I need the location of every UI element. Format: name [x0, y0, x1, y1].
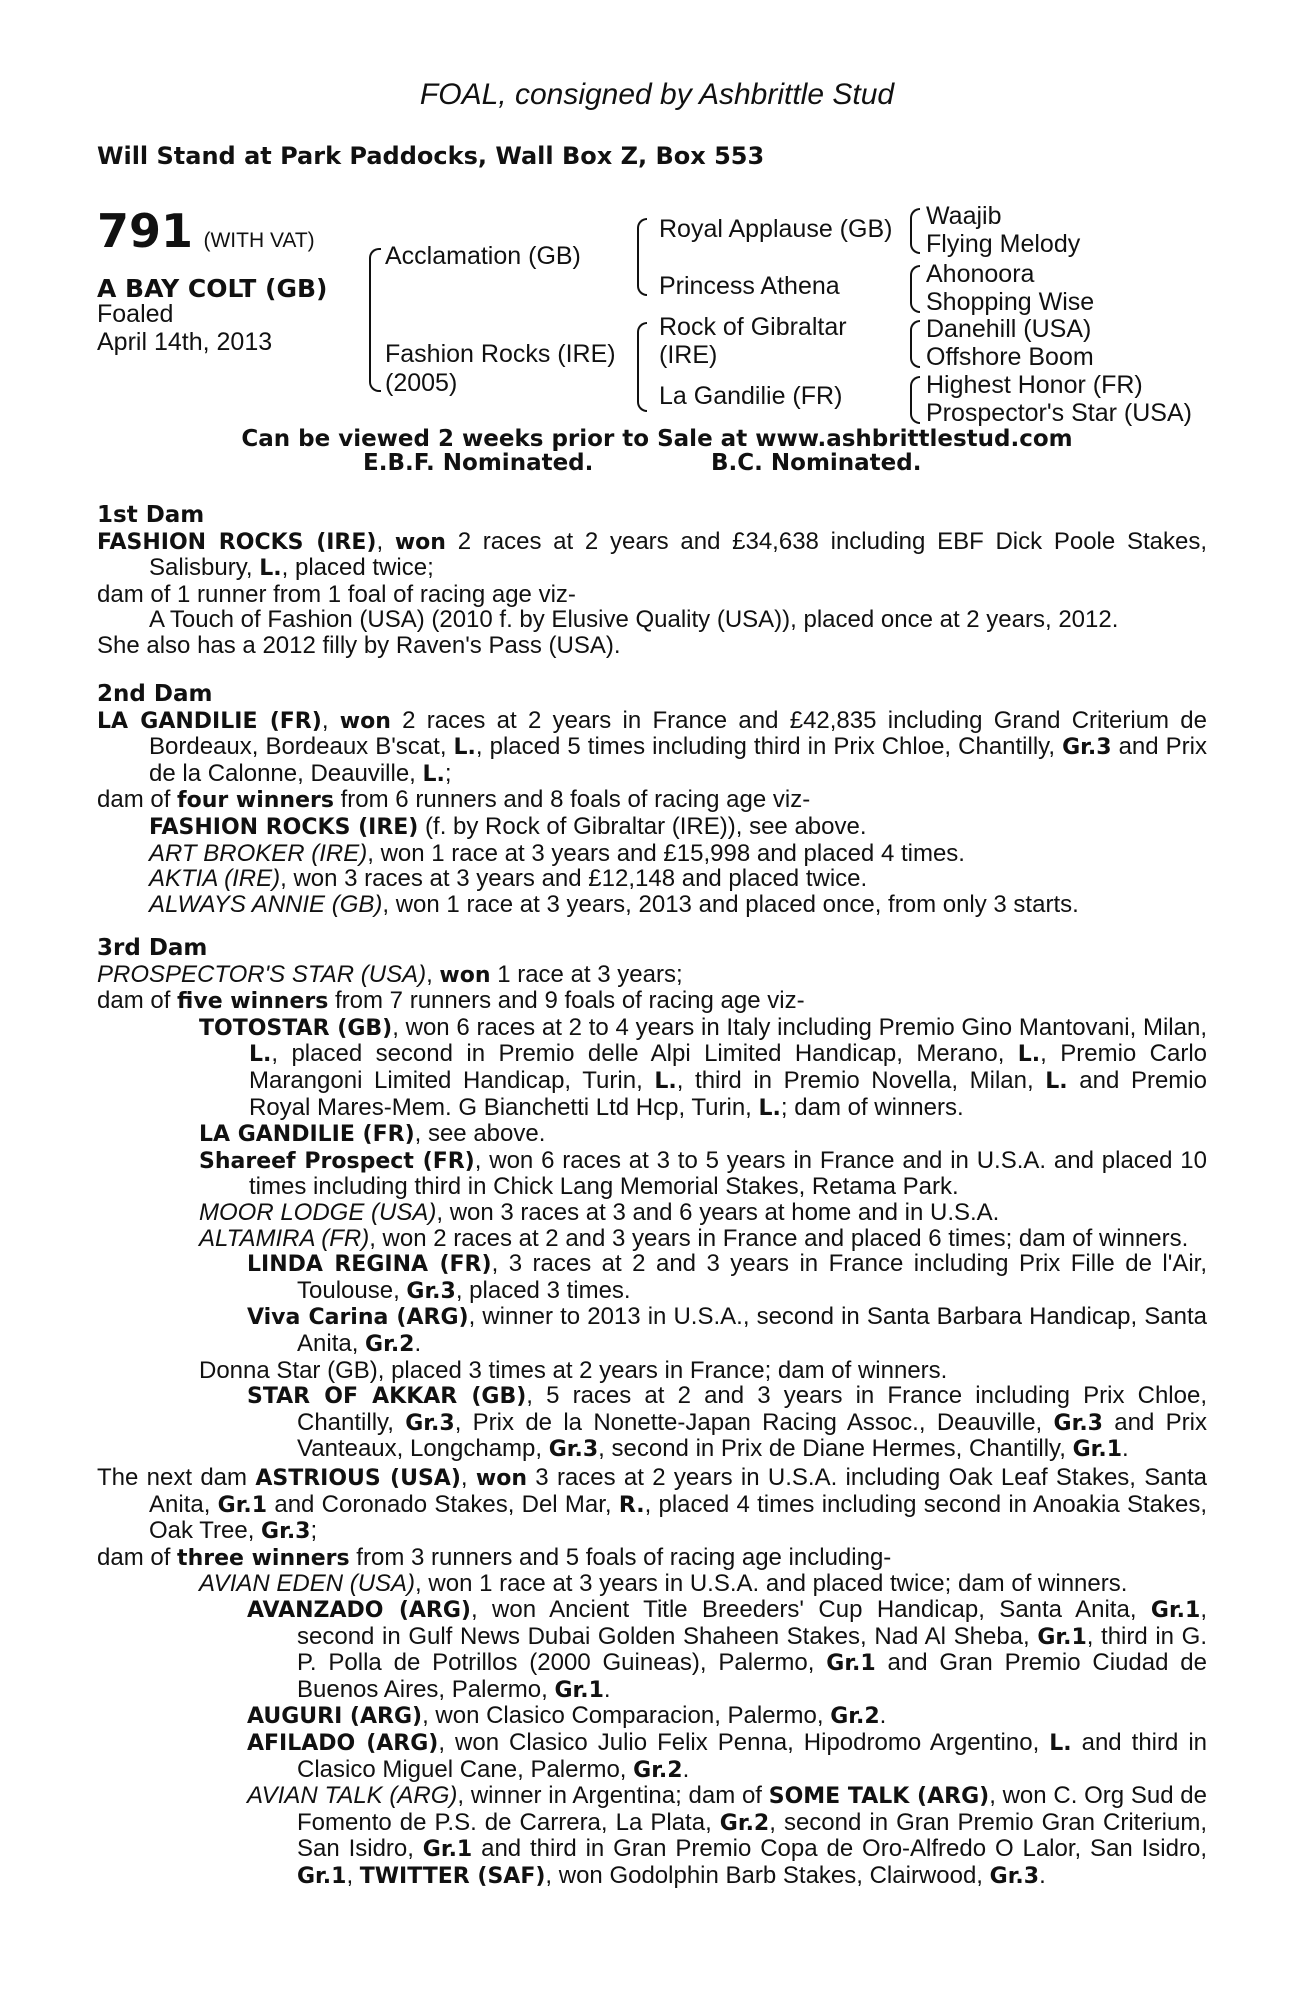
produce-item — [97, 1703, 1207, 1730]
group-tag: Gr.1 — [1150, 1597, 1201, 1623]
pedigree-ssd: Flying Melody — [926, 230, 1081, 258]
horse-name: ALTAMIRA (FR) — [199, 1224, 370, 1252]
won-label: won — [439, 962, 491, 988]
pedigree-sire: Acclamation (GB) — [385, 242, 581, 270]
horse-name: TWITTER (SAF) — [359, 1863, 546, 1889]
produce-item — [97, 814, 1207, 841]
restricted-tag: R. — [618, 1492, 645, 1518]
pedigree-dss: Danehill (USA) — [926, 315, 1092, 343]
pedigree-dam-dam: La Gandilie (FR) — [659, 382, 843, 410]
horse-name: TOTOSTAR (GB) — [199, 1015, 393, 1041]
horse-name: FASHION ROCKS (IRE) — [149, 814, 419, 840]
text: . — [1039, 1861, 1046, 1889]
text: , see above. — [414, 1120, 546, 1148]
group-tag: Gr.1 — [1072, 1437, 1123, 1463]
foaled-label: Foaled — [97, 300, 174, 328]
listed-tag: L. — [1049, 1730, 1072, 1756]
pedigree-brace-ds — [910, 320, 920, 368]
text: , winner to 2013 in U.S.A., second in Santa Barbara Handicap, Santa Anita, — [297, 1303, 1207, 1357]
horse-name: SOME TALK (ARG) — [768, 1784, 990, 1810]
text: , won Ancient Title Breeders' Cup Handicap, Santa Anita, — [470, 1595, 1151, 1623]
text: , placed 5 times including third in Prix Chloe, Chantilly, — [475, 733, 1063, 761]
text: , won Clasico Comparacion, Palermo, — [422, 1702, 831, 1730]
next-dam-name: ASTRIOUS (USA) — [255, 1466, 461, 1491]
third-dam-section — [97, 936, 1207, 1463]
group-tag: Gr.2 — [719, 1810, 770, 1836]
pedigree-dam: Fashion Rocks (IRE) — [385, 340, 616, 368]
ebf-nominated: E.B.F. Nominated. — [363, 450, 594, 476]
text: , Premio Carlo Marangoni Limited Handicap, Turin, — [249, 1040, 1207, 1094]
group-tag: Gr.3 — [405, 1410, 455, 1436]
text: , won 6 races at 2 to 4 years in Italy including Premio Gino Mantovani, Milan, — [392, 1013, 1207, 1041]
text: , placed 4 times including second in Anoakia Stakes, Oak Tree, — [149, 1490, 1208, 1545]
foaled-date: April 14th, 2013 — [97, 328, 273, 356]
group-tag: Gr.3 — [1053, 1410, 1103, 1436]
group-tag: Gr.2 — [830, 1704, 880, 1730]
horse-name: STAR OF AKKAR (GB) — [247, 1384, 527, 1410]
pedigree-ddd: Prospector's Star (USA) — [926, 399, 1192, 427]
group-tag: Gr.1 — [554, 1677, 604, 1703]
text: , second in Prix de Diane Hermes, Chantilly, — [598, 1435, 1073, 1463]
first-dam-text: 2 races at 2 years and £34,638 including EBF Dick Poole Stakes, Salisbury, — [149, 527, 1207, 582]
horse-name: ART BROKER (IRE) — [149, 839, 368, 867]
horse-name: AFILADO (ARG) — [247, 1730, 439, 1756]
horse-name: Viva Carina (ARG) — [247, 1305, 469, 1331]
group-tag: Gr.1 — [422, 1837, 473, 1863]
produce-item — [97, 1226, 1207, 1252]
horse-name: AVIAN TALK (ARG) — [247, 1782, 458, 1810]
horse-name: AKTIA (IRE) — [149, 865, 281, 893]
horse-name: AVIAN EDEN (USA) — [199, 1570, 416, 1598]
text: dam of — [97, 1543, 178, 1571]
next-dam-produce — [97, 1545, 1207, 1572]
second-dam-heading: 2nd Dam — [97, 681, 213, 707]
text: , winner in Argentina; dam of — [457, 1782, 769, 1810]
text: dam of — [97, 786, 178, 814]
bc-nominated: B.C. Nominated. — [711, 450, 922, 476]
vat-note: (WITH VAT) — [203, 229, 315, 252]
next-dam-record: The next dam ASTRIOUS (USA), won 3 races at 2 years in U.S.A. including Oak Leaf Stakes, Santa Anita, Gr.1 and Coronado Stakes, Del Mar, R., placed 4 times including second in Anoakia Stakes, Oak Tree, Gr.3; — [97, 1464, 1208, 1545]
group-tag: Gr.3 — [261, 1519, 311, 1545]
produce-item: Donna Star (GB), placed 3 times at 2 years in France; dam of winners. — [199, 1356, 948, 1384]
lot-number: 791 — [97, 204, 194, 258]
first-dam-heading: 1st Dam — [97, 502, 205, 528]
first-dam-text-2: , placed twice; — [281, 554, 434, 582]
text: , second in Gulf News Dubai Golden Shaheen Stakes, Nad Al Sheba, — [297, 1595, 1207, 1650]
produce-item — [97, 1015, 1207, 1121]
pedigree-sss: Waajib — [926, 202, 1002, 230]
third-dam-name: PROSPECTOR'S STAR (USA) — [97, 960, 427, 988]
pedigree-brace-sd — [910, 265, 920, 313]
text: , placed second in Premio delle Alpi Limited Handicap, Merano, — [271, 1040, 1018, 1068]
pedigree-sire-sire: Royal Applause (GB) — [659, 215, 893, 243]
listed-tag: L. — [422, 761, 445, 787]
second-dam-produce — [97, 787, 1207, 814]
pedigree-brace-main — [369, 248, 381, 392]
text: , won C. Org Sud de Fomento de P.S. de Carrera, La Plata, — [297, 1782, 1207, 1836]
text: , Prix de la Nonette-Japan Racing Assoc., Deauville, — [454, 1408, 1054, 1436]
text: , won 2 races at 2 and 3 years in France and placed 6 times; dam of winners. — [369, 1224, 1189, 1252]
produce-item — [97, 892, 1207, 918]
second-dam-name: LA GANDILIE (FR) — [97, 708, 322, 734]
text: from 6 runners and 8 foals of racing age viz- — [333, 786, 811, 814]
produce-item — [97, 1730, 1207, 1783]
text: 3 races at 2 years in U.S.A. including Oak Leaf Stakes, Santa Anita, — [149, 1464, 1207, 1518]
pedigree-dam-sire: Rock of Gibraltar — [659, 313, 847, 341]
second-dam-section — [97, 682, 1207, 917]
text: , won 1 race at 3 years and £15,998 and placed 4 times. — [367, 839, 965, 867]
horse-name: LINDA REGINA (FR) — [247, 1252, 492, 1278]
listed-tag: L. — [1017, 1042, 1041, 1068]
pedigree-brace-dam — [637, 322, 647, 412]
text: The next dam — [97, 1464, 256, 1491]
text: , won 3 races at 3 and 6 years at home and in U.S.A. — [436, 1198, 1000, 1226]
text: . — [603, 1675, 611, 1703]
text: , won 1 race at 3 years, 2013 and placed once, from only 3 starts. — [382, 890, 1079, 918]
text: ; — [310, 1517, 318, 1545]
third-dam-heading: 3rd Dam — [97, 935, 208, 961]
pedigree-brace-ss — [910, 208, 920, 254]
pedigree-brace-sire — [637, 218, 647, 296]
text: , third in Premio Novella, Milan, — [676, 1066, 1046, 1094]
text: , third in G. P. Polla de Potrillos (2000 Guineas), Palermo, — [297, 1622, 1207, 1677]
produce-item — [97, 1597, 1207, 1703]
third-dam-record: PROSPECTOR'S STAR (USA), won 1 race at 3 years; — [97, 960, 683, 988]
winners-count: five winners — [177, 989, 329, 1015]
winners-count: three winners — [177, 1545, 350, 1571]
third-dam-produce — [97, 988, 1207, 1015]
group-tag: Gr.3 — [1062, 735, 1112, 761]
next-dam-section — [97, 1465, 1207, 1890]
pedigree-sds: Ahonoora — [926, 260, 1035, 288]
pedigree-dds: Highest Honor (FR) — [926, 371, 1143, 399]
text: , won 1 race at 3 years in U.S.A. and placed twice; dam of winners. — [415, 1570, 1128, 1598]
horse-name: MOOR LODGE (USA) — [199, 1198, 437, 1226]
stand-location: Will Stand at Park Paddocks, Wall Box Z, Box 553 — [97, 142, 765, 170]
group-tag: Gr.1 — [217, 1492, 268, 1518]
lot-name: A BAY COLT (GB) — [97, 274, 328, 303]
text: and third in Gran Premio Copa de Oro-Alfredo O Lalor, San Isidro, — [472, 1835, 1207, 1863]
text: ; dam of winners. — [780, 1093, 964, 1121]
text: . — [1122, 1435, 1129, 1463]
horse-name: Shareef Prospect (FR) — [199, 1148, 475, 1174]
horse-name: AVANZADO (ARG) — [247, 1597, 471, 1623]
pedigree-dsd: Offshore Boom — [926, 343, 1094, 371]
text: , won Clasico Julio Felix Penna, Hipodromo Argentino, — [438, 1728, 1050, 1756]
first-dam-produce: dam of 1 runner from 1 foal of racing age viz- — [97, 580, 576, 608]
group-tag: Gr.1 — [826, 1651, 876, 1677]
text: (f. by Rock of Gibraltar (IRE)), see above. — [418, 812, 867, 840]
listed-tag: L. — [1045, 1068, 1068, 1094]
first-dam-name: FASHION ROCKS (IRE) — [97, 529, 377, 555]
first-dam-foal: A Touch of Fashion (USA) (2010 f. by Elusive Quality (USA)), placed once at 2 years, 2012. — [149, 606, 1119, 634]
text: . — [682, 1755, 690, 1783]
first-dam-note: She also has a 2012 filly by Raven's Pass (USA). — [97, 631, 621, 659]
won-label: won — [339, 708, 391, 734]
produce-item — [97, 1251, 1207, 1304]
text: and Prix Vanteaux, Longchamp, — [297, 1408, 1208, 1463]
group-tag: Gr.1 — [1037, 1624, 1087, 1650]
won-label: won — [475, 1466, 527, 1491]
won-label: won — [394, 529, 446, 555]
text: and Gran Premio Ciudad de Buenos Aires, Palermo, — [297, 1649, 1207, 1703]
text: and Coronado Stakes, Del Mar, — [267, 1490, 619, 1518]
text: , placed 3 times. — [455, 1276, 631, 1304]
text: , won 6 races at 3 to 5 years in France and in U.S.A. and placed 10 times including third in Chick Lang Memorial Stakes, Retama Park. — [249, 1146, 1208, 1201]
text: 2 races at 2 years in France and £42,835 including Grand Criterium de Bordeaux, Bordeaux B'scat, — [149, 706, 1207, 761]
listed-tag: L. — [259, 556, 282, 582]
listed-tag: L. — [453, 735, 476, 761]
group-tag: Gr.2 — [365, 1331, 415, 1357]
produce-item — [97, 1121, 1207, 1148]
text: and Premio Royal Mares-Mem. G Bianchetti Ltd Hcp, Turin, — [249, 1066, 1207, 1121]
winners-count: four winners — [177, 788, 334, 814]
pedigree-dam-year: (2005) — [385, 369, 458, 397]
group-tag: Gr.3 — [406, 1278, 456, 1304]
produce-item — [97, 866, 1207, 892]
pedigree-sdd: Shopping Wise — [926, 288, 1095, 316]
text: , second in Gran Premio Gran Criterium, San Isidro, — [297, 1808, 1208, 1863]
text: , 3 races at 2 and 3 years in France including Prix Fille de l'Air, Toulouse, — [297, 1250, 1207, 1304]
text: ; — [444, 759, 452, 787]
viewing-note: Can be viewed 2 weeks prior to Sale at www.ashbrittlestud.com — [241, 426, 1073, 452]
text: , won 3 races at 3 years and £12,148 and placed twice. — [280, 865, 868, 893]
group-tag: Gr.2 — [633, 1757, 683, 1783]
first-dam-record: FASHION ROCKS (IRE), won 2 races at 2 years and £34,638 including EBF Dick Poole Stakes, Salisbury, L., placed twice; — [97, 527, 1207, 582]
text: 1 race at 3 years; — [490, 960, 683, 988]
text: , — [346, 1861, 360, 1889]
first-dam-section — [97, 503, 1207, 659]
pedigree-brace-dd — [910, 376, 920, 424]
produce-item — [97, 1148, 1207, 1200]
text: and third in Clasico Miguel Cane, Palermo, — [297, 1728, 1207, 1783]
text: , 5 races at 2 and 3 years in France including Prix Chloe, Chantilly, — [297, 1382, 1207, 1436]
pedigree-sire-dam: Princess Athena — [659, 272, 840, 300]
produce-item — [97, 841, 1207, 867]
group-tag: Gr.3 — [989, 1863, 1040, 1889]
text: , won Godolphin Barb Stakes, Clairwood, — [545, 1861, 990, 1889]
group-tag: Gr.1 — [297, 1863, 347, 1889]
listed-tag: L. — [654, 1068, 677, 1094]
text: . — [879, 1702, 887, 1730]
produce-item — [97, 1304, 1207, 1357]
text: . — [414, 1329, 422, 1357]
listed-tag: L. — [758, 1095, 781, 1121]
group-tag: Gr.3 — [548, 1437, 599, 1463]
text: dam of — [97, 987, 178, 1015]
produce-item — [97, 1783, 1207, 1889]
produce-item — [97, 1383, 1207, 1463]
lot-header — [97, 204, 315, 258]
page-title: FOAL, consigned by Ashbrittle Stud — [419, 78, 895, 111]
horse-name: LA GANDILIE (FR) — [199, 1122, 415, 1148]
text: and Prix de la Calonne, Deauville, — [149, 733, 1207, 787]
produce-item — [97, 1200, 1207, 1226]
second-dam-record: LA GANDILIE (FR), won 2 races at 2 years in France and £42,835 including Grand Criterium de Bordeaux, Bordeaux B'scat, L., placed 5 times including third in Prix Chloe, Chantilly, Gr.3 and Prix de la Calonne, Deauville, L.; — [97, 706, 1207, 787]
produce-item — [97, 1571, 1207, 1597]
horse-name: ALWAYS ANNIE (GB) — [149, 890, 383, 918]
pedigree-dam-sire-line2: (IRE) — [659, 341, 718, 369]
text: from 3 runners and 5 foals of racing age including- — [349, 1543, 892, 1571]
text: from 7 runners and 9 foals of racing age viz- — [328, 987, 805, 1015]
listed-tag: L. — [249, 1042, 272, 1068]
horse-name: AUGURI (ARG) — [247, 1704, 423, 1730]
